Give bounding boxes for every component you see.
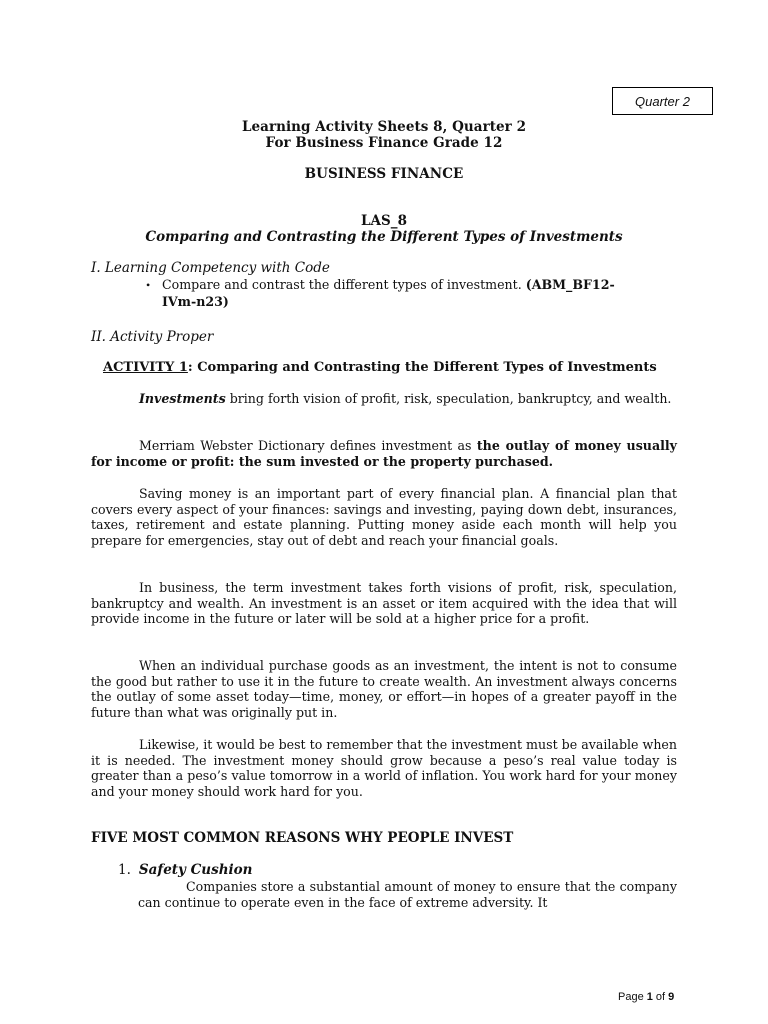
reason-item-1-number: 1. (118, 862, 131, 878)
competency-heading: I. Learning Competency with Code (91, 260, 330, 276)
bullet-icon: • (146, 278, 151, 292)
las-number: LAS_8 (360, 213, 408, 229)
paragraph-2-definition: the outlay of money usually for income or profit: the sum invested or the property purchased. (91, 438, 677, 469)
paragraph-1 (91, 391, 677, 407)
paragraph-5-text: When an individual purchase goods as an investment, the intent is not to consume the good but rather to use it in the future to create wealth. An investment always concerns the outlay of some asset today—time, money, or effort—in hopes of a greater payoff in the future than what was originally put in. (91, 658, 677, 721)
page-current: 1 (646, 991, 653, 1003)
reasons-heading: FIVE MOST COMMON REASONS WHY PEOPLE INVEST (91, 830, 514, 846)
paragraph-3 (91, 486, 677, 549)
header-line-1: Learning Activity Sheets 8, Quarter 2 (241, 119, 527, 135)
page-total: 9 (668, 991, 675, 1003)
paragraph-1-text: bring forth vision of profit, risk, speculation, bankruptcy, and wealth. (225, 391, 672, 406)
competency-text: Compare and contrast the different types of investment. (162, 277, 526, 292)
las-title: Comparing and Contrasting the Different Types of Investments (145, 229, 623, 245)
reason-item-1-text (138, 879, 677, 910)
activity-proper-heading: II. Activity Proper (91, 329, 214, 345)
header-line-2: For Business Finance Grade 12 (265, 135, 503, 151)
activity-name: : Comparing and Contrasting the Different Types of Investments (187, 360, 657, 375)
page-of-word: of (652, 991, 669, 1003)
investments-term: Investments (139, 391, 226, 406)
paragraph-2 (91, 438, 677, 469)
reason-item-1-body: Companies store a substantial amount of money to ensure that the company can continue to operate even in the face of extreme adversity. It (138, 879, 677, 910)
paragraph-2-lead: Merriam Webster Dictionary defines investment as (139, 438, 477, 453)
competency-code-1: (ABM_BF12- (525, 277, 615, 292)
paragraph-6 (91, 737, 677, 800)
paragraph-3-text: Saving money is an important part of every financial plan. A financial plan that covers every aspect of your finances: savings and investing, paying down debt, insurances, taxes, retirement and estate planning. Putting money aside each month will help you prepare for emergencies, stay out of debt and reach your financial goals. (91, 486, 677, 549)
paragraph-4-text: In business, the term investment takes forth visions of profit, risk, speculation, bankruptcy and wealth. An investment is an asset or item acquired with the idea that will provide income in the future or later will be sold at a higher price for a profit. (91, 580, 677, 627)
page-word: Page (618, 991, 647, 1003)
paragraph-5 (91, 658, 677, 721)
competency-code-2: IVm-n23) (162, 294, 229, 309)
quarter-label-box (612, 87, 713, 115)
competency-bullet (162, 276, 676, 310)
reason-item-1 (118, 862, 253, 878)
reason-item-1-label: Safety Cushion (138, 862, 253, 878)
paragraph-4 (91, 580, 677, 627)
subject-title: BUSINESS FINANCE (304, 166, 464, 182)
paragraph-6-text: Likewise, it would be best to remember that the investment must be available when it is needed. The investment money should grow because a peso’s real value today is greater than a peso’s value tomorrow in a world of inflation. You work hard for your money and your money should work hard for you. (91, 737, 677, 800)
quarter-label: Quarter 2 (635, 93, 690, 109)
activity-label: ACTIVITY 1 (103, 360, 188, 375)
page-number (618, 991, 674, 1003)
activity-title (103, 360, 657, 375)
